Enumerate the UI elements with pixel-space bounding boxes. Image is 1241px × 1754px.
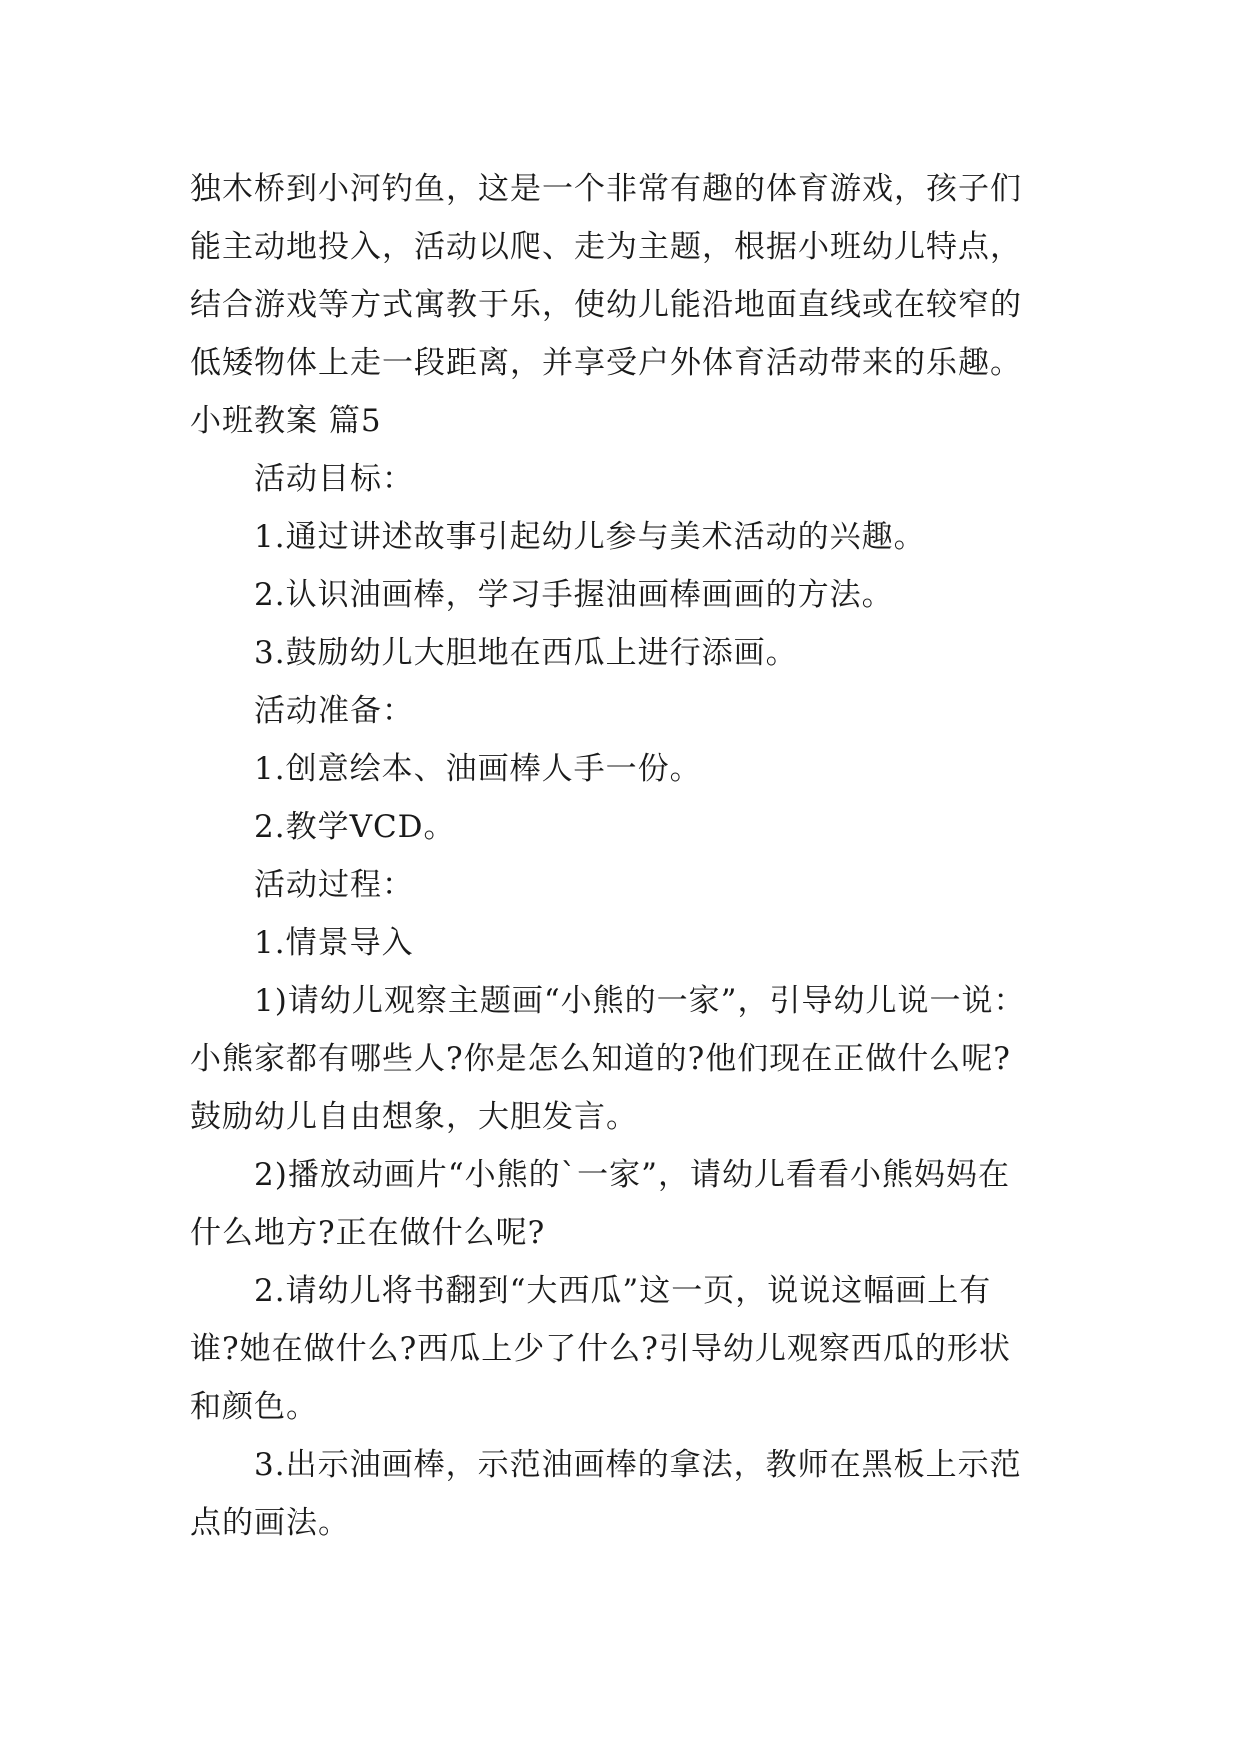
- text-line: 低矮物体上走一段距离，并享受户外体育活动带来的乐趣。: [190, 345, 1022, 381]
- text-line: 独木桥到小河钓鱼，这是一个非常有趣的体育游戏，孩子们: [190, 171, 1022, 207]
- process-heading: 活动过程：: [254, 867, 414, 903]
- process-step-1-2: [190, 1146, 1070, 1262]
- prep-heading: 活动准备：: [254, 693, 414, 729]
- process-step-3: [190, 1436, 1070, 1552]
- goal-item: 2.认识油画棒，学习手握油画棒画画的方法。: [254, 577, 894, 613]
- process-step-1-1: [190, 972, 1070, 1146]
- text-line: 3.出示油画棒，示范油画棒的拿法，教师在黑板上示范: [254, 1447, 1022, 1483]
- goals-heading: 活动目标：: [254, 461, 414, 497]
- text-line: 1)请幼儿观察主题画“小熊的一家”，引导幼儿说一说：: [254, 983, 1026, 1019]
- process-step-1: 1.情景导入: [254, 925, 414, 961]
- text-line: 2)播放动画片“小熊的`一家”，请幼儿看看小熊妈妈在: [254, 1157, 1011, 1193]
- goal-item: 3.鼓励幼儿大胆地在西瓜上进行添画。: [254, 635, 798, 671]
- text-line: 能主动地投入，活动以爬、走为主题，根据小班幼儿特点，: [190, 229, 1022, 265]
- text-line: 小熊家都有哪些人?你是怎么知道的?他们现在正做什么呢?: [190, 1041, 1011, 1077]
- prep-item: 2.教学VCD。: [254, 809, 456, 845]
- text-line: 点的画法。: [190, 1505, 350, 1541]
- text-line: 什么地方?正在做什么呢?: [190, 1215, 546, 1251]
- process-step-2: [190, 1262, 1070, 1436]
- text-line: 2.请幼儿将书翻到“大西瓜”这一页，说说这幅画上有: [254, 1273, 992, 1309]
- text-line: 结合游戏等方式寓教于乐，使幼儿能沿地面直线或在较窄的: [190, 287, 1022, 323]
- text-line: 鼓励幼儿自由想象，大胆发言。: [190, 1099, 638, 1135]
- document-body: [190, 160, 1070, 1552]
- text-line: 谁?她在做什么?西瓜上少了什么?引导幼儿观察西瓜的形状: [190, 1331, 1011, 1367]
- prep-item: 1.创意绘本、油画棒人手一份。: [254, 751, 702, 787]
- section-heading: 小班教案 篇5: [190, 403, 382, 439]
- goal-item: 1.通过讲述故事引起幼儿参与美术活动的兴趣。: [254, 519, 926, 555]
- intro-paragraph: [190, 160, 1070, 392]
- text-line: 和颜色。: [190, 1389, 318, 1425]
